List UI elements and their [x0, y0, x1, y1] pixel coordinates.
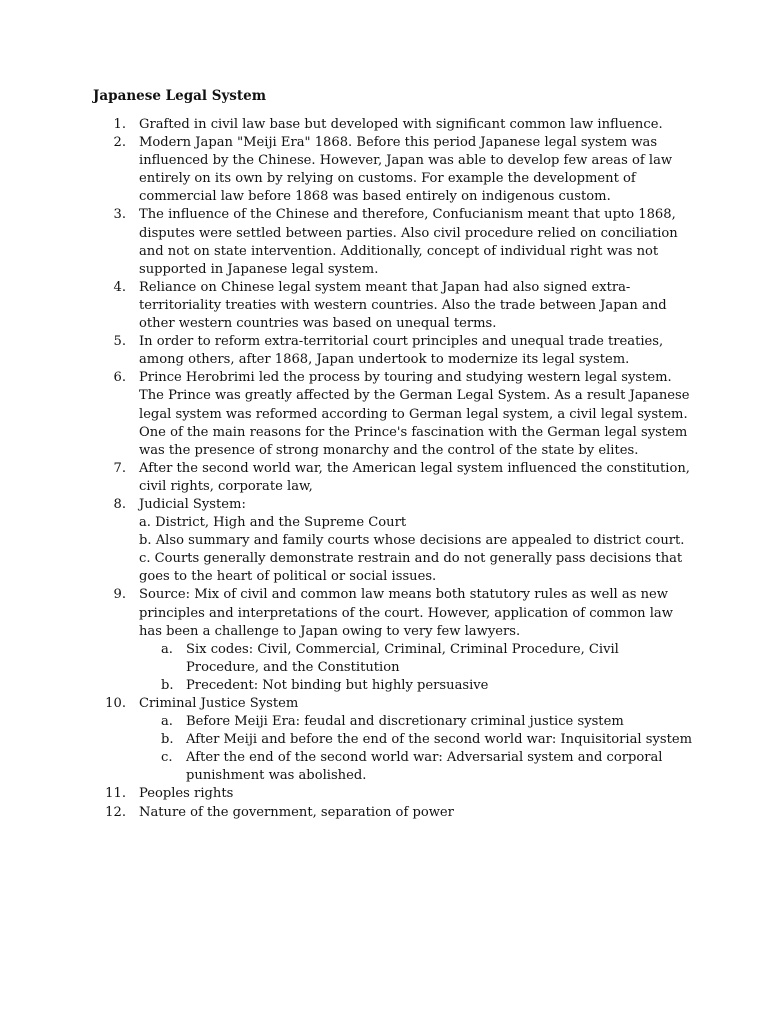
item-number: 1.	[113, 117, 126, 132]
sub-list-item	[139, 641, 693, 677]
list-item	[93, 369, 693, 459]
sub-item-text: Precedent: Not binding but highly persuasive	[186, 677, 489, 693]
list-item	[93, 785, 693, 803]
item-text: Modern Japan "Meiji Era" 1868. Before this period Japanese legal system was influenced by the Chinese. However, Japan was able to develop few areas of law entirely on its own by relying on customs. For example the development of commercial law before 1868 was based entirely on indigenous custom.	[139, 135, 673, 205]
item-number: 9.	[113, 587, 126, 603]
list-item-criminal-justice	[93, 695, 693, 785]
item-number: 3.	[113, 207, 126, 223]
list-item	[93, 134, 693, 206]
list-item-source	[93, 586, 693, 695]
item-text: Nature of the government, separation of power	[139, 804, 454, 820]
item-number: 11.	[105, 786, 126, 802]
judicial-line: c. Courts generally demonstrate restrain and do not generally pass decisions that goes to the heart of political or social issues.	[139, 551, 683, 585]
item-number: 5.	[113, 334, 126, 350]
item-number: 12.	[105, 804, 126, 820]
item-text: After the second world war, the American legal system influenced the constitution, civil rights, corporate law,	[139, 460, 690, 494]
sub-list-item	[139, 713, 693, 731]
item-number: 8.	[113, 496, 126, 512]
sub-item-text: After Meiji and before the end of the second world war: Inquisitorial system	[186, 732, 693, 748]
item-text: Peoples rights	[139, 786, 234, 802]
list-item-judicial-system	[93, 496, 693, 586]
list-item	[93, 804, 693, 822]
judicial-line: b. Also summary and family courts whose decisions are appealed to district court.	[139, 533, 685, 549]
page-title: Japanese Legal System	[93, 88, 267, 104]
sub-item-letter: c.	[161, 750, 173, 766]
sub-item-text: Six codes: Civil, Commercial, Criminal, Criminal Procedure, Civil Procedure, and the Constitution	[186, 641, 619, 675]
main-list	[93, 116, 693, 822]
sub-item-letter: b.	[161, 732, 174, 748]
item-number: 2.	[113, 135, 126, 151]
item-number: 6.	[113, 370, 126, 386]
item-number: 7.	[113, 460, 126, 476]
item-text: Prince Herobrimi led the process by touring and studying western legal system. The Prince was greatly affected by the German Legal System. As a result Japanese legal system was reformed according to German legal system, a civil legal system. One of the main reasons for the Prince's fascination with the German legal system was the presence of strong monarchy and the control of the state by elites.	[139, 370, 690, 458]
list-item	[93, 279, 693, 333]
sub-item-letter: a.	[161, 714, 173, 730]
item-text: Grafted in civil law base but developed with significant common law influence.	[139, 117, 663, 132]
judicial-line: a. District, High and the Supreme Court	[139, 515, 407, 531]
item-text: The influence of the Chinese and therefore, Confucianism meant that upto 1868, disputes were settled between parties. Also civil procedure relied on conciliation and not on state intervention. Additionally, concept of individual right was not supported in Japanese legal system.	[139, 207, 678, 277]
list-item	[93, 460, 693, 496]
sub-item-letter: a.	[161, 641, 173, 657]
sub-list-item	[139, 731, 693, 749]
sub-item-text: Before Meiji Era: feudal and discretionary criminal justice system	[186, 714, 624, 730]
item-text: Criminal Justice System	[139, 696, 299, 711]
sub-item-letter: b.	[161, 677, 174, 693]
item-number: 10.	[105, 696, 126, 711]
sub-list	[139, 641, 693, 695]
list-item	[93, 333, 693, 369]
sub-list-item	[139, 677, 693, 695]
item-number: 4.	[113, 279, 126, 295]
item-text: Source: Mix of civil and common law means both statutory rules as well as new principles and interpretations of the court. However, application of common law has been a challenge to Japan owing to very few lawyers.	[139, 587, 673, 639]
list-item	[93, 206, 693, 278]
item-text: In order to reform extra-territorial court principles and unequal trade treaties, among others, after 1868, Japan undertook to modernize its legal system.	[139, 334, 664, 368]
item-text: Judicial System:	[139, 496, 246, 512]
sub-list-item	[139, 749, 693, 785]
sub-list	[139, 713, 693, 785]
item-text: Reliance on Chinese legal system meant that Japan had also signed extra-territoriality treaties with western countries. Also the trade between Japan and other western countries was based on unequal terms.	[139, 279, 667, 332]
sub-item-text: After the end of the second world war: Adversarial system and corporal punishment was abolished.	[186, 750, 663, 784]
list-item	[93, 116, 693, 134]
